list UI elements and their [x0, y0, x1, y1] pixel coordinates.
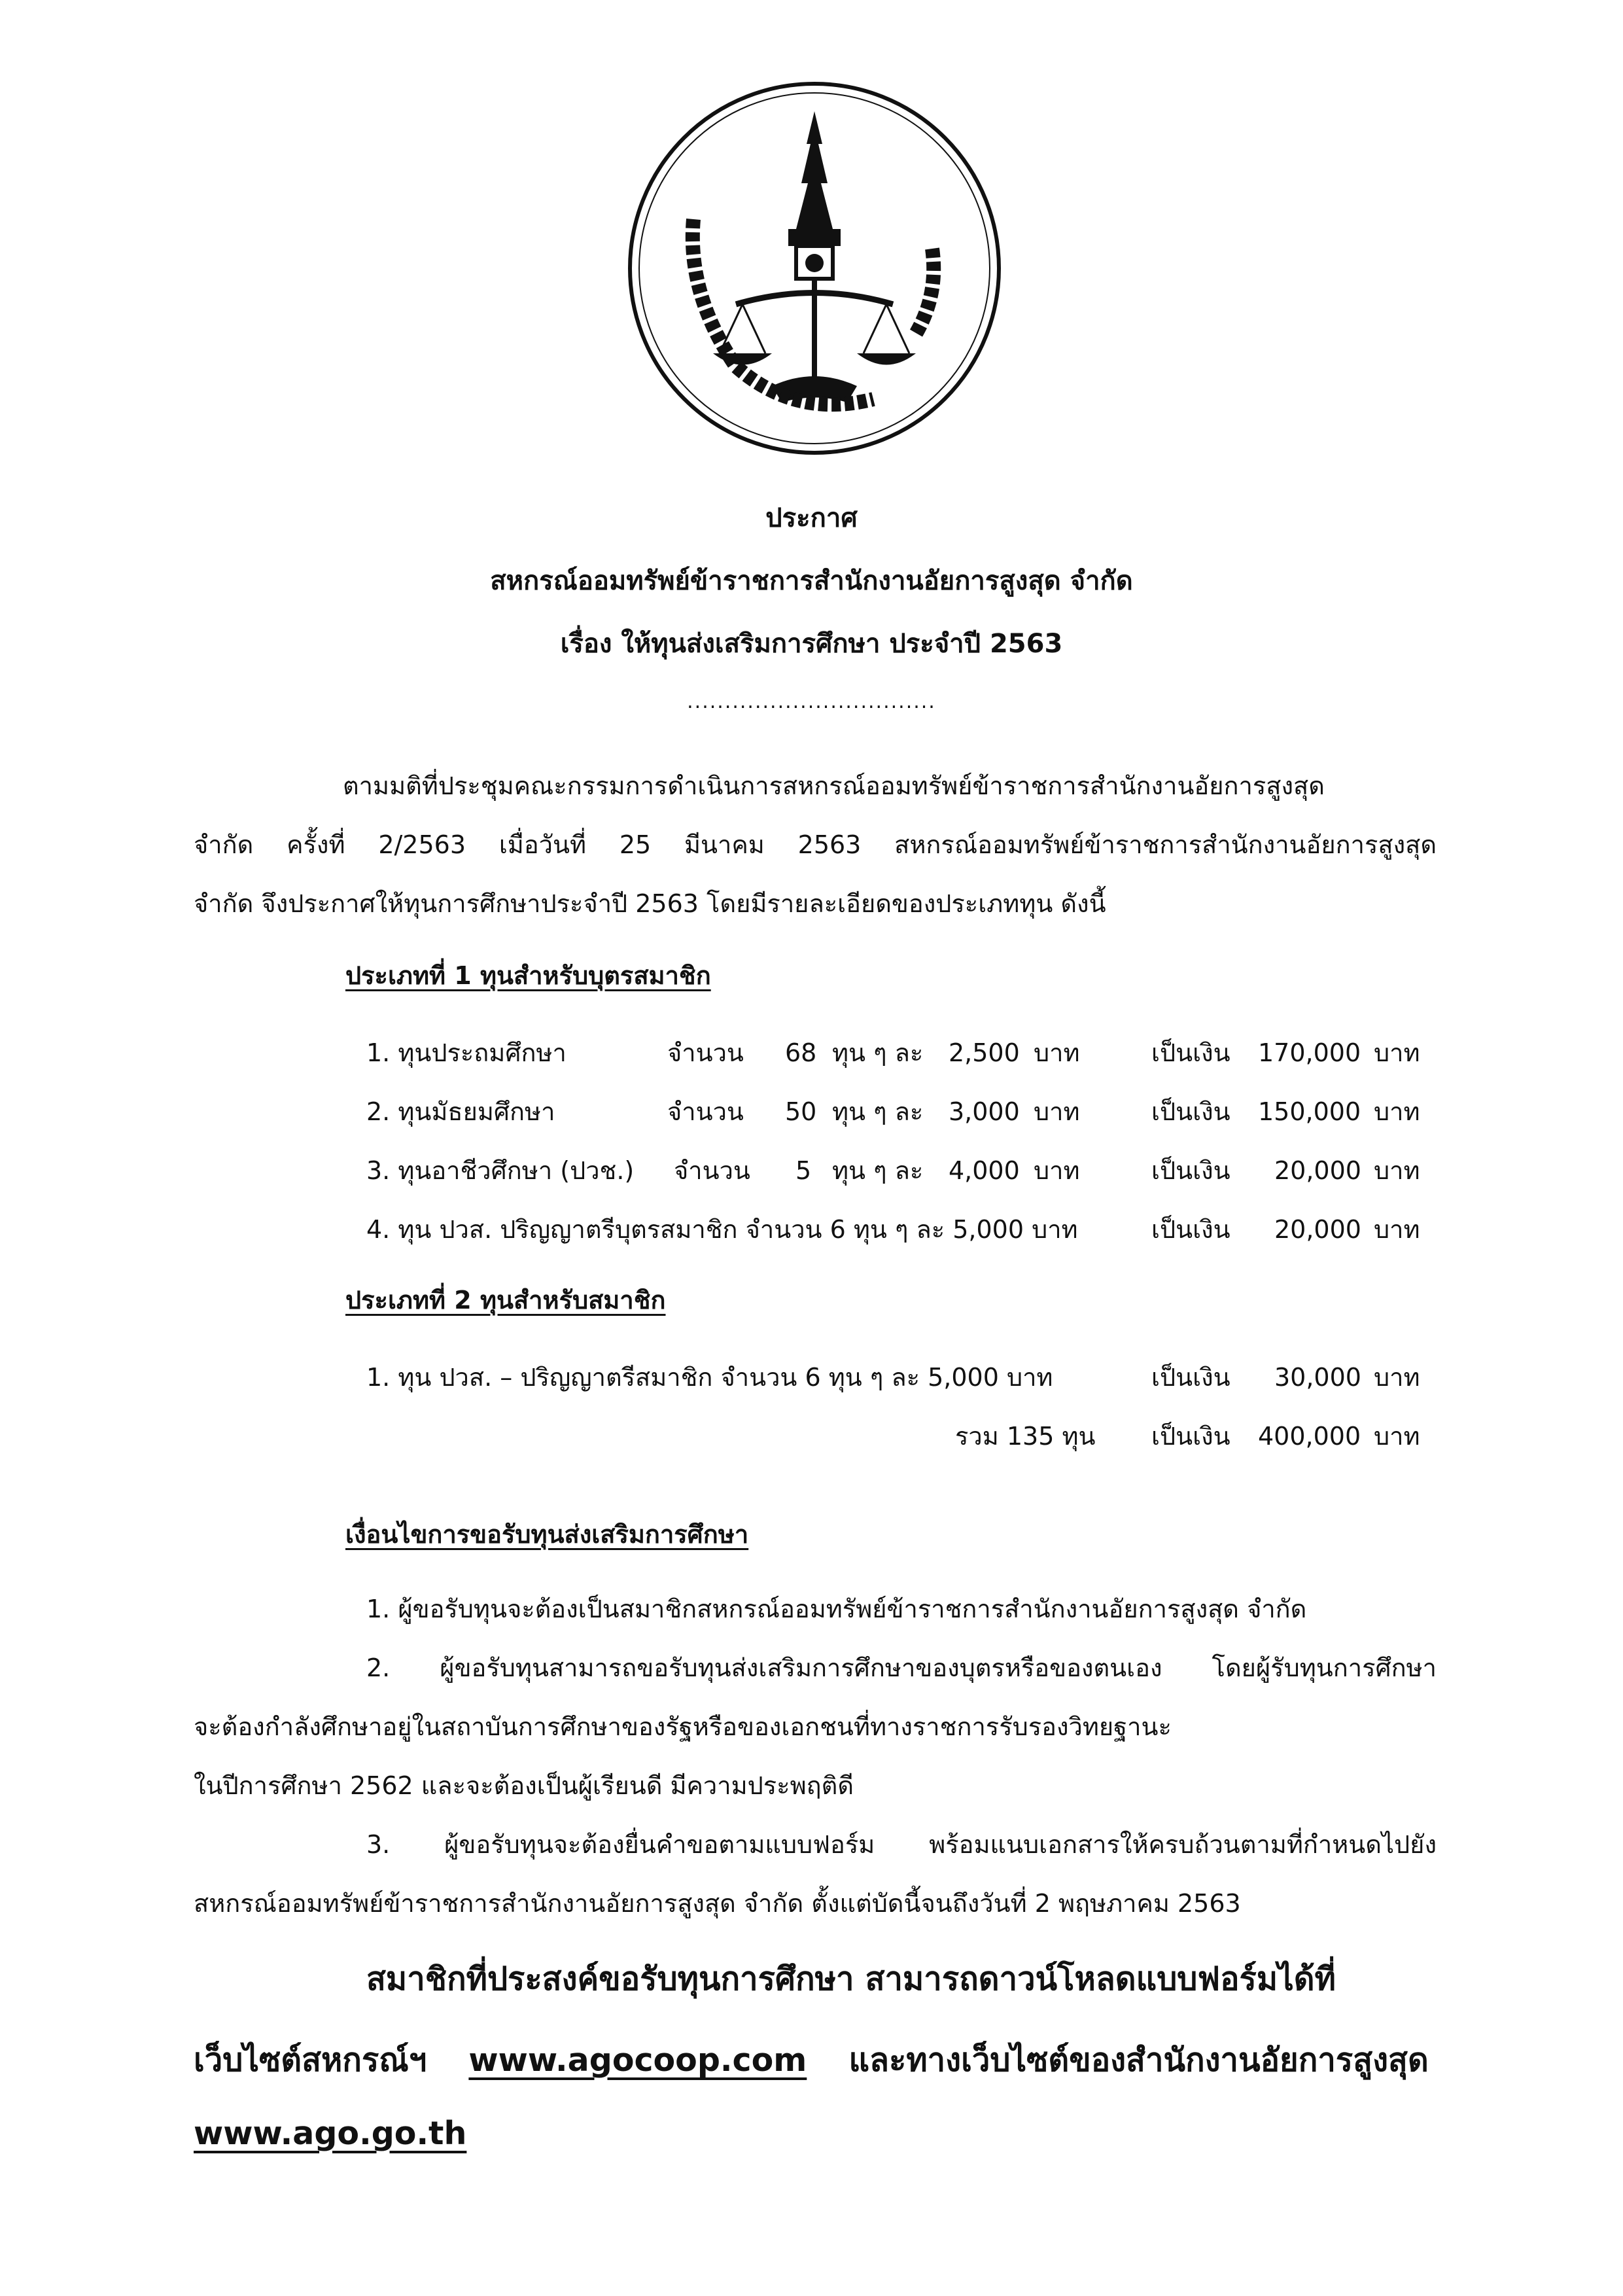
baht-label: บาท: [1034, 1097, 1080, 1126]
intro-line-2: จำกัด ครั้งที่ 2/2563 เมื่อวันที่ 25 มีนาคม 2563 สหกรณ์ออมทรัพย์ข้าราชการสำนักงานอัยการสูงสุด: [194, 830, 1437, 859]
total-baht-label: บาท: [1374, 1215, 1420, 1244]
scholarship-name: 3. ทุนอาชีวศึกษา (ปวช.): [366, 1156, 635, 1185]
condition-2-line-3: ในปีการศึกษา 2562 และจะต้องเป็นผู้เรียนดี มีความประพฤติดี: [194, 1771, 854, 1800]
baht-label: บาท: [1034, 1156, 1080, 1185]
unit-label: ทุน ๆ ละ: [832, 1038, 924, 1067]
total-label: เป็นเงิน: [1151, 1363, 1230, 1392]
qty-label: จำนวน: [674, 1156, 750, 1185]
amount-value: 2,500: [949, 1038, 1020, 1067]
total-value: 20,000: [1274, 1156, 1361, 1185]
type2-heading: ประเภทที่ 2 ทุนสำหรับสมาชิก: [345, 1286, 666, 1315]
amount-value: 3,000: [949, 1097, 1020, 1126]
grand-total-label: รวม 135 ทุน: [955, 1422, 1096, 1451]
unit-label: ทุน ๆ ละ: [832, 1097, 924, 1126]
dotted-separator: .................................: [687, 690, 936, 713]
download-notice: สมาชิกที่ประสงค์ขอรับทุนการศึกษา สามารถดาวน์โหลดแบบฟอร์มได้ที่: [366, 1960, 1336, 1998]
total-baht-label: บาท: [1374, 1156, 1420, 1185]
total-label: เป็นเงิน: [1151, 1097, 1230, 1126]
total-value: 30,000: [1274, 1363, 1361, 1392]
website-line: [194, 2041, 1429, 2079]
amount-value: 4,000: [949, 1156, 1020, 1185]
scholarship-name: 1. ทุนประถมศึกษา: [366, 1038, 567, 1067]
unit-label: ทุน ๆ ละ: [832, 1156, 924, 1185]
total-label: เป็นเงิน: [1151, 1422, 1230, 1451]
scholarship-name: 2. ทุนมัธยมศึกษา: [366, 1097, 555, 1126]
announcement-subject: เรื่อง ให้ทุนส่งเสริมการศึกษา ประจำปี 2563: [560, 629, 1063, 659]
qty-value: 50: [785, 1097, 817, 1126]
agocoop-link[interactable]: www.agocoop.com: [468, 2041, 807, 2079]
ago-link-line: [194, 2115, 467, 2152]
qty-label: จำนวน: [667, 1038, 744, 1067]
grand-total-value: 400,000: [1258, 1422, 1361, 1451]
intro-line-1: ตามมติที่ประชุมคณะกรรมการดำเนินการสหกรณ์ออมทรัพย์ข้าราชการสำนักงานอัยการสูงสุด: [343, 771, 1325, 800]
type1-heading: ประเภทที่ 1 ทุนสำหรับบุตรสมาชิก: [345, 961, 711, 990]
total-value: 170,000: [1258, 1038, 1361, 1067]
scholarship-description: 4. ทุน ปวส. ปริญญาตรีบุตรสมาชิก จำนวน 6 ทุน ๆ ละ 5,000 บาท: [366, 1215, 1078, 1244]
total-value: 150,000: [1258, 1097, 1361, 1126]
total-baht-label: บาท: [1374, 1422, 1420, 1451]
condition-2-line-2: จะต้องกำลังศึกษาอยู่ในสถาบันการศึกษาของรัฐหรือของเอกชนที่ทางราชการรับรองวิทยฐานะ: [194, 1712, 1172, 1741]
ago-link[interactable]: www.ago.go.th: [194, 2115, 467, 2152]
condition-3-line-2: สหกรณ์ออมทรัพย์ข้าราชการสำนักงานอัยการสูงสุด จำกัด ตั้งแต่บัดนี้จนถึงวันที่ 2 พฤษภาคม 2563: [194, 1889, 1241, 1918]
total-label: เป็นเงิน: [1151, 1156, 1230, 1185]
qty-label: จำนวน: [667, 1097, 744, 1126]
total-value: 20,000: [1274, 1215, 1361, 1244]
scholarship-description: 1. ทุน ปวส. – ปริญญาตรีสมาชิก จำนวน 6 ทุน ๆ ละ 5,000 บาท: [366, 1363, 1053, 1392]
total-baht-label: บาท: [1374, 1038, 1420, 1067]
website-prefix: เว็บไซต์สหกรณ์ฯ: [194, 2041, 427, 2079]
baht-label: บาท: [1034, 1038, 1080, 1067]
website-suffix: และทางเว็บไซต์ของสำนักงานอัยการสูงสุด: [848, 2041, 1429, 2079]
cooperative-seal-logo: [625, 79, 1004, 458]
condition-2-line-1: 2. ผู้ขอรับทุนสามารถขอรับทุนส่งเสริมการศึกษาของบุตรหรือของตนเอง โดยผู้รับทุนการศึกษา: [366, 1653, 1437, 1682]
total-baht-label: บาท: [1374, 1097, 1420, 1126]
condition-3-line-1: 3. ผู้ขอรับทุนจะต้องยื่นคำขอตามแบบฟอร์ม พร้อมแนบเอกสารให้ครบถ้วนตามที่กำหนดไปยัง: [366, 1830, 1437, 1859]
condition-1: 1. ผู้ขอรับทุนจะต้องเป็นสมาชิกสหกรณ์ออมทรัพย์ข้าราชการสำนักงานอัยการสูงสุด จำกัด: [366, 1595, 1307, 1623]
qty-value: 5: [795, 1156, 812, 1185]
conditions-heading: เงื่อนไขการขอรับทุนส่งเสริมการศึกษา: [345, 1520, 749, 1549]
intro-line-3: จำกัด จึงประกาศให้ทุนการศึกษาประจำปี 2563 โดยมีรายละเอียดของประเภททุน ดังนี้: [194, 889, 1106, 918]
total-baht-label: บาท: [1374, 1363, 1420, 1392]
qty-value: 68: [785, 1038, 817, 1067]
total-label: เป็นเงิน: [1151, 1215, 1230, 1244]
announcement-title: ประกาศ: [765, 503, 858, 533]
organization-name: สหกรณ์ออมทรัพย์ข้าราชการสำนักงานอัยการสูงสุด จำกัด: [490, 566, 1133, 596]
total-label: เป็นเงิน: [1151, 1038, 1230, 1067]
